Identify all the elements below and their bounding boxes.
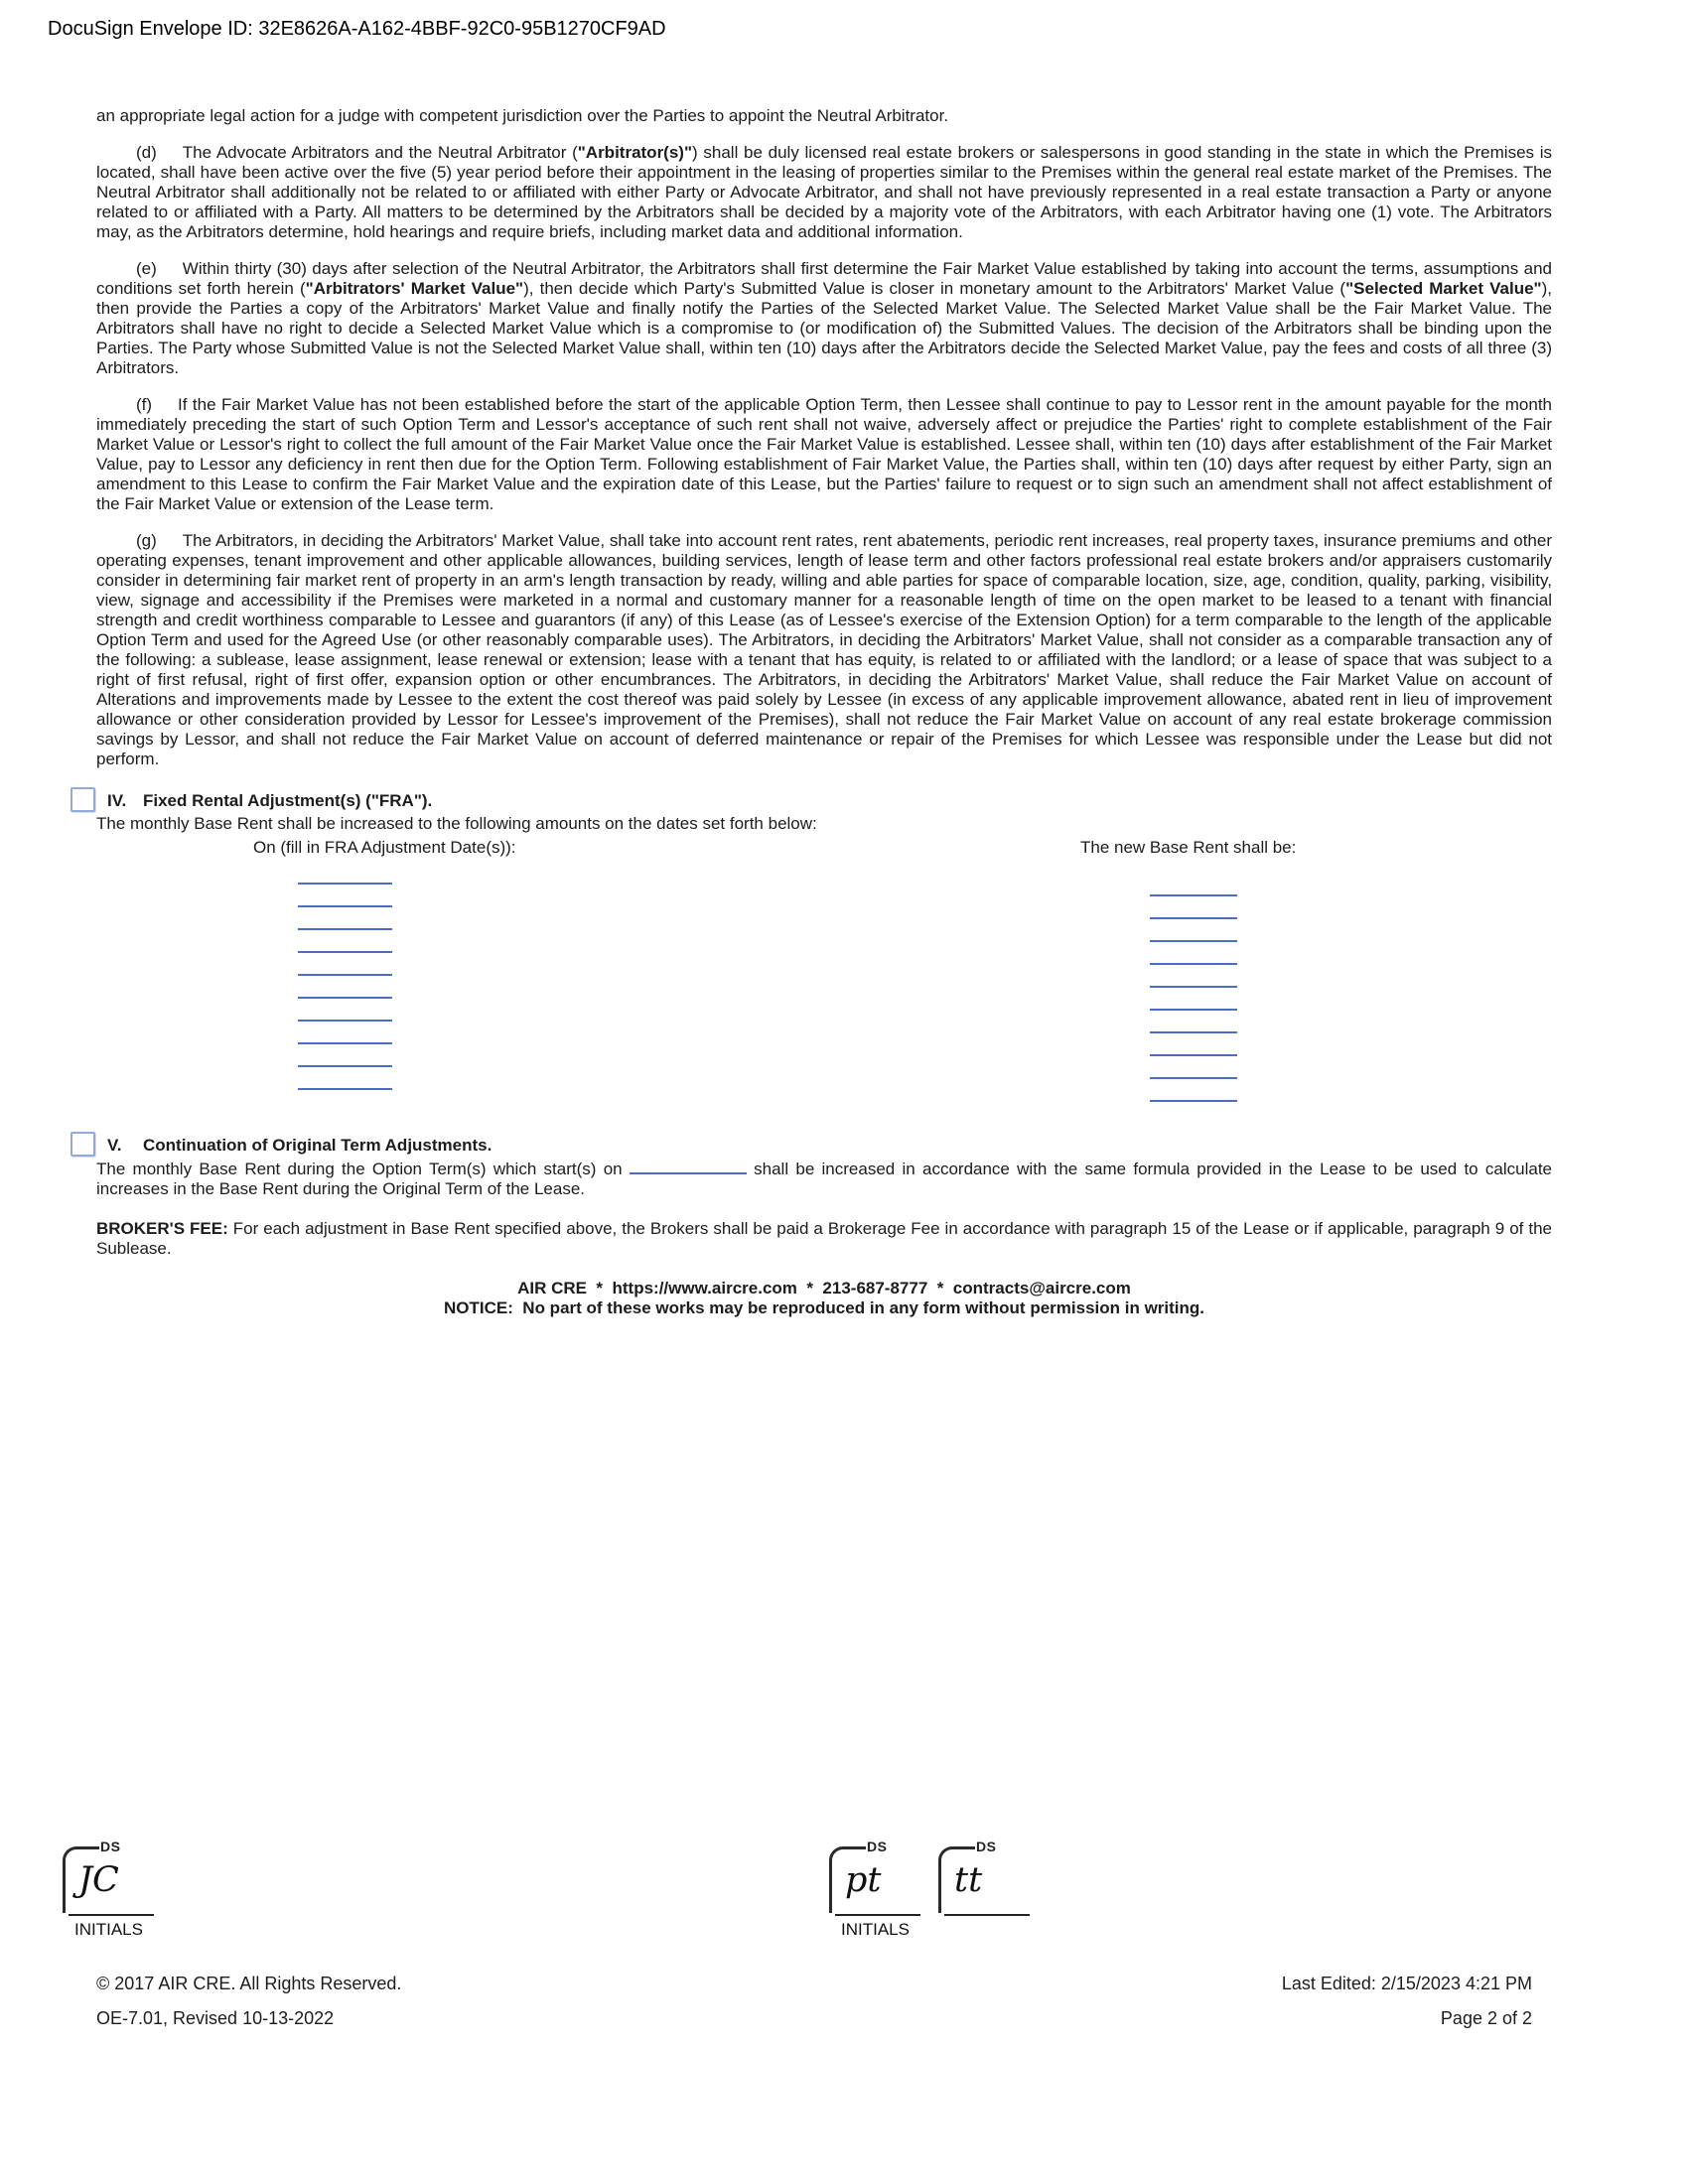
- fra-rent-blank[interactable]: [1150, 963, 1237, 965]
- form-number: OE-7.01, Revised 10-13-2022: [96, 2008, 335, 2028]
- initials-underline: [944, 1914, 1030, 1916]
- fra-date-blank[interactable]: [298, 1020, 392, 1022]
- fra-date-blank[interactable]: [298, 1065, 392, 1067]
- initials-label-left: INITIALS: [74, 1920, 143, 1939]
- docusign-initial-tag-middle-1[interactable]: [829, 1839, 932, 1918]
- fra-row: [1150, 1056, 1237, 1079]
- initials-underline: [69, 1914, 154, 1916]
- docusign-ds-icon: DS: [976, 1839, 997, 1854]
- fra-date-blank[interactable]: [298, 951, 392, 953]
- fra-row: [298, 862, 392, 885]
- fra-row: [1150, 1011, 1237, 1033]
- initials-block-middle: [829, 1839, 1042, 1940]
- fra-row: [1150, 919, 1237, 942]
- fra-row: [1150, 965, 1237, 988]
- docusign-envelope-id: DocuSign Envelope ID: 32E8626A-A162-4BBF-92C0-95B1270CF9AD: [48, 18, 666, 40]
- paragraph-e-label: (e): [136, 259, 157, 278]
- paragraph-g-label: (g): [136, 531, 157, 550]
- fra-rent-blank[interactable]: [1150, 917, 1237, 919]
- fra-row: [298, 907, 392, 930]
- fra-row: [1150, 942, 1237, 965]
- fra-rent-blank[interactable]: [1150, 986, 1237, 988]
- initials-script-middle-1: pt: [845, 1860, 882, 1900]
- fra-column-labels: [96, 838, 1552, 860]
- paragraph-g-text: The Arbitrators, in deciding the Arbitrators' Market Value, shall take into account rent rates, rent abatements, periodic rent increases, real property taxes, insurance premiums and other operating expenses, tenant improvement and other applicable allowances, building services, length of lease term and other factors professional real estate brokers and/or appraisers customarily consider in determining fair market rent of property in an arm's length transaction by ready, willing and able parties for space of comparable location, size, age, condition, quality, parking, visibility, view, signage and accessibility if the Premises were marketed in a normal and customary manner for a reasonable length of time on the open market to be leased to a tenant with financial strength and credit worthiness comparable to Lessee and guarantors (if any) of this Lease (as of Lessee's exercise of the Extension Option) for a term comparable to the length of the applicable Option Term and used for the Agreed Use (or other reasonably comparable uses). The Arbitrators, in deciding the Arbitrators' Market Value, shall not consider as a comparable transaction any of the following: a sublease, lease assignment, lease renewal or extension; lease with a tenant that has equity, is related to or affiliated with the landlord; or a lease of space that was subject to a right of first refusal, right of first offer, expansion option or other encumbrances. The Arbitrators, in deciding the Arbitrators' Market Value, shall reduce the Fair Market Value on account of Alterations and improvements made by Lessee to the extent the cost thereof was paid solely by Lessee (in excess of any applicable improvement allowance, abated rent in lieu of improvement allowance or other consideration provided by Lessor for Lessee's improvement of the Premises), shall not reduce the Fair Market Value on account of any real estate brokerage commission savings by Lessor, and shall not reduce the Fair Market Value on account of deferred maintenance or repair of the Premises for which Lessee was responsible under the Lease but did not perform.: [96, 531, 1552, 768]
- fra-row: [298, 999, 392, 1022]
- initials-block-left: [63, 1839, 166, 1940]
- docusign-initial-tag-left[interactable]: [63, 1839, 166, 1918]
- fra-fill-in-area: [96, 862, 1552, 1114]
- paragraph-f: [96, 395, 1552, 514]
- fra-date-blank[interactable]: [298, 1088, 392, 1090]
- brokers-fee-text: For each adjustment in Base Rent specified above, the Brokers shall be paid a Brokerage Fee in accordance with paragraph 15 of the Lease or if applicable, paragraph 9 of the Sublease.: [96, 1219, 1552, 1258]
- fra-rent-blank[interactable]: [1150, 1054, 1237, 1056]
- copyright-text: © 2017 AIR CRE. All Rights Reserved.: [96, 1974, 402, 1993]
- initials-script-left: JC: [78, 1860, 119, 1900]
- fra-row: [1150, 1033, 1237, 1056]
- aircre-contact-line: AIR CRE * https://www.aircre.com * 213-687-8777 * contracts@aircre.com: [517, 1279, 1131, 1297]
- section-iv-checkbox[interactable]: [70, 787, 95, 812]
- fra-date-blank[interactable]: [298, 997, 392, 999]
- paragraph-g: [96, 531, 1552, 769]
- section-iv-number: IV.: [107, 791, 127, 810]
- docusign-ds-icon: DS: [867, 1839, 888, 1854]
- docusign-ds-icon: DS: [100, 1839, 121, 1854]
- section-v-text-after: shall be increased in accordance with the same formula provided in the Lease to be used to calculate increases in the Base Rent during the Original Term of the Lease.: [96, 1160, 1552, 1198]
- fra-date-blank[interactable]: [298, 905, 392, 907]
- fra-row: [298, 1044, 392, 1067]
- initials-label-middle: INITIALS: [841, 1920, 910, 1939]
- fra-row: [298, 930, 392, 953]
- paragraph-f-label: (f): [136, 395, 153, 414]
- brokers-fee-paragraph: [96, 1219, 1552, 1259]
- section-v-checkbox[interactable]: [70, 1132, 95, 1157]
- page-number: Page 2 of 2: [1440, 2008, 1532, 2028]
- fra-rent-blank[interactable]: [1150, 940, 1237, 942]
- fra-row: [298, 953, 392, 976]
- section-v-number: V.: [107, 1136, 122, 1155]
- fra-date-column: [298, 862, 392, 1090]
- fra-date-blank[interactable]: [298, 974, 392, 976]
- section-v-text: [96, 1159, 1552, 1199]
- section-iv-heading: [70, 791, 1552, 812]
- document-body: [96, 89, 1552, 1318]
- fra-row: [1150, 1079, 1237, 1102]
- section-iv-intro: The monthly Base Rent shall be increased to the following amounts on the dates set forth below:: [96, 814, 817, 833]
- fra-rent-blank[interactable]: [1150, 1009, 1237, 1011]
- initials-underline: [835, 1914, 920, 1916]
- reproduction-notice: NOTICE: No part of these works may be reproduced in any form without permission in writing.: [443, 1298, 1205, 1317]
- initials-tags-middle: [829, 1839, 1042, 1918]
- section-iv-title: Fixed Rental Adjustment(s) ("FRA").: [143, 791, 433, 810]
- section-v-heading: [70, 1136, 1552, 1157]
- brokers-fee-label: BROKER'S FEE:: [96, 1219, 228, 1238]
- fra-row: [1150, 874, 1237, 896]
- paragraph-e: [96, 259, 1552, 378]
- paragraph-e-text: Within thirty (30) days after selection of the Neutral Arbitrator, the Arbitrators shall first determine the Fair Market Value established by taking into account the terms, assumptions and conditions set forth herein ("Arbitrators' Market Value"), then decide which Party's Submitted Value is closer in monetary amount to the Arbitrators' Market Value ("Selected Market Value"), then provide the Parties a copy of the Arbitrators' Market Value and finally notify the Parties of the Selected Market Value. The Selected Market Value shall be the Fair Market Value. The Arbitrators shall have no right to decide a Selected Market Value which is a compromise to (or modification of) the Submitted Values. The decision of the Arbitrators shall be binding upon the Parties. The Party whose Submitted Value is not the Selected Market Value shall, within ten (10) days after the Arbitrators decide the Selected Market Value, pay the fees and costs of all three (3) Arbitrators.: [96, 259, 1552, 377]
- fra-rent-column: [1150, 874, 1237, 1102]
- fra-date-column-label: On (fill in FRA Adjustment Date(s)):: [253, 838, 516, 857]
- fra-rent-blank[interactable]: [1150, 1077, 1237, 1079]
- docusign-initial-tag-middle-2[interactable]: [938, 1839, 1042, 1918]
- option-term-start-date-blank[interactable]: [630, 1159, 747, 1174]
- paragraph-f-text: If the Fair Market Value has not been established before the start of the applicable Option Term, then Lessee shall continue to pay to Lessor rent in the amount payable for the month immediately preceding the start of such Option Term and Lessor's acceptance of such rent shall not waive, adversely affect or prejudice the Parties' right to complete establishment of the Fair Market Value or Lessor's right to collect the full amount of the Fair Market Value once the Fair Market Value is established. Lessee shall, within ten (10) days after establishment of the Fair Market Value, pay to Lessor any deficiency in rent then due for the Option Term. Following establishment of Fair Market Value, the Parties shall, within ten (10) days after request by either Party, sign an amendment to this Lease to confirm the Fair Market Value and the expiration date of this Lease, but the Parties' failure to request or to sign such an amendment shall not affect establishment of the Fair Market Value or extension of the Lease term.: [96, 395, 1552, 513]
- fra-date-blank[interactable]: [298, 1042, 392, 1044]
- initials-script-middle-2: tt: [954, 1860, 983, 1900]
- fra-row: [298, 1067, 392, 1090]
- section-v-text-before: The monthly Base Rent during the Option Term(s) which start(s) on: [96, 1160, 623, 1178]
- fra-date-blank[interactable]: [298, 883, 392, 885]
- last-edited-timestamp: Last Edited: 2/15/2023 4:21 PM: [1281, 1974, 1532, 1993]
- fra-rent-blank[interactable]: [1150, 1031, 1237, 1033]
- paragraph-d-text: The Advocate Arbitrators and the Neutral Arbitrator ("Arbitrator(s)") shall be duly licensed real estate brokers or salespersons in good standing in the state in which the Premises is located, shall have been active over the five (5) year period before their appointment in the leasing of properties similar to the Premises within the general real estate market of the Premises. The Neutral Arbitrator shall additionally not be related to or affiliated with either Party or Advocate Arbitrator, and shall not have previously represented in a real estate transaction a Party or anyone related to or affiliated with a Party. All matters to be determined by the Arbitrators shall be decided by a majority vote of the Arbitrators, with each Arbitrator having one (1) vote. The Arbitrators may, as the Arbitrators determine, hold hearings and require briefs, including market data and additional information.: [96, 143, 1552, 241]
- paragraph-d: [96, 143, 1552, 242]
- fra-rent-column-label: The new Base Rent shall be:: [1080, 838, 1297, 857]
- paragraph-d-label: (d): [136, 143, 157, 162]
- fra-row: [298, 885, 392, 907]
- fra-rent-blank[interactable]: [1150, 1100, 1237, 1102]
- intro-continuation-text: an appropriate legal action for a judge with competent jurisdiction over the Parties to appoint the Neutral Arbitrator.: [96, 106, 949, 125]
- fra-row: [298, 976, 392, 999]
- section-v-title: Continuation of Original Term Adjustments.: [143, 1136, 492, 1155]
- fra-row: [1150, 896, 1237, 919]
- fra-date-blank[interactable]: [298, 928, 392, 930]
- fra-row: [1150, 988, 1237, 1011]
- fra-row: [298, 1022, 392, 1044]
- fra-rent-blank[interactable]: [1150, 894, 1237, 896]
